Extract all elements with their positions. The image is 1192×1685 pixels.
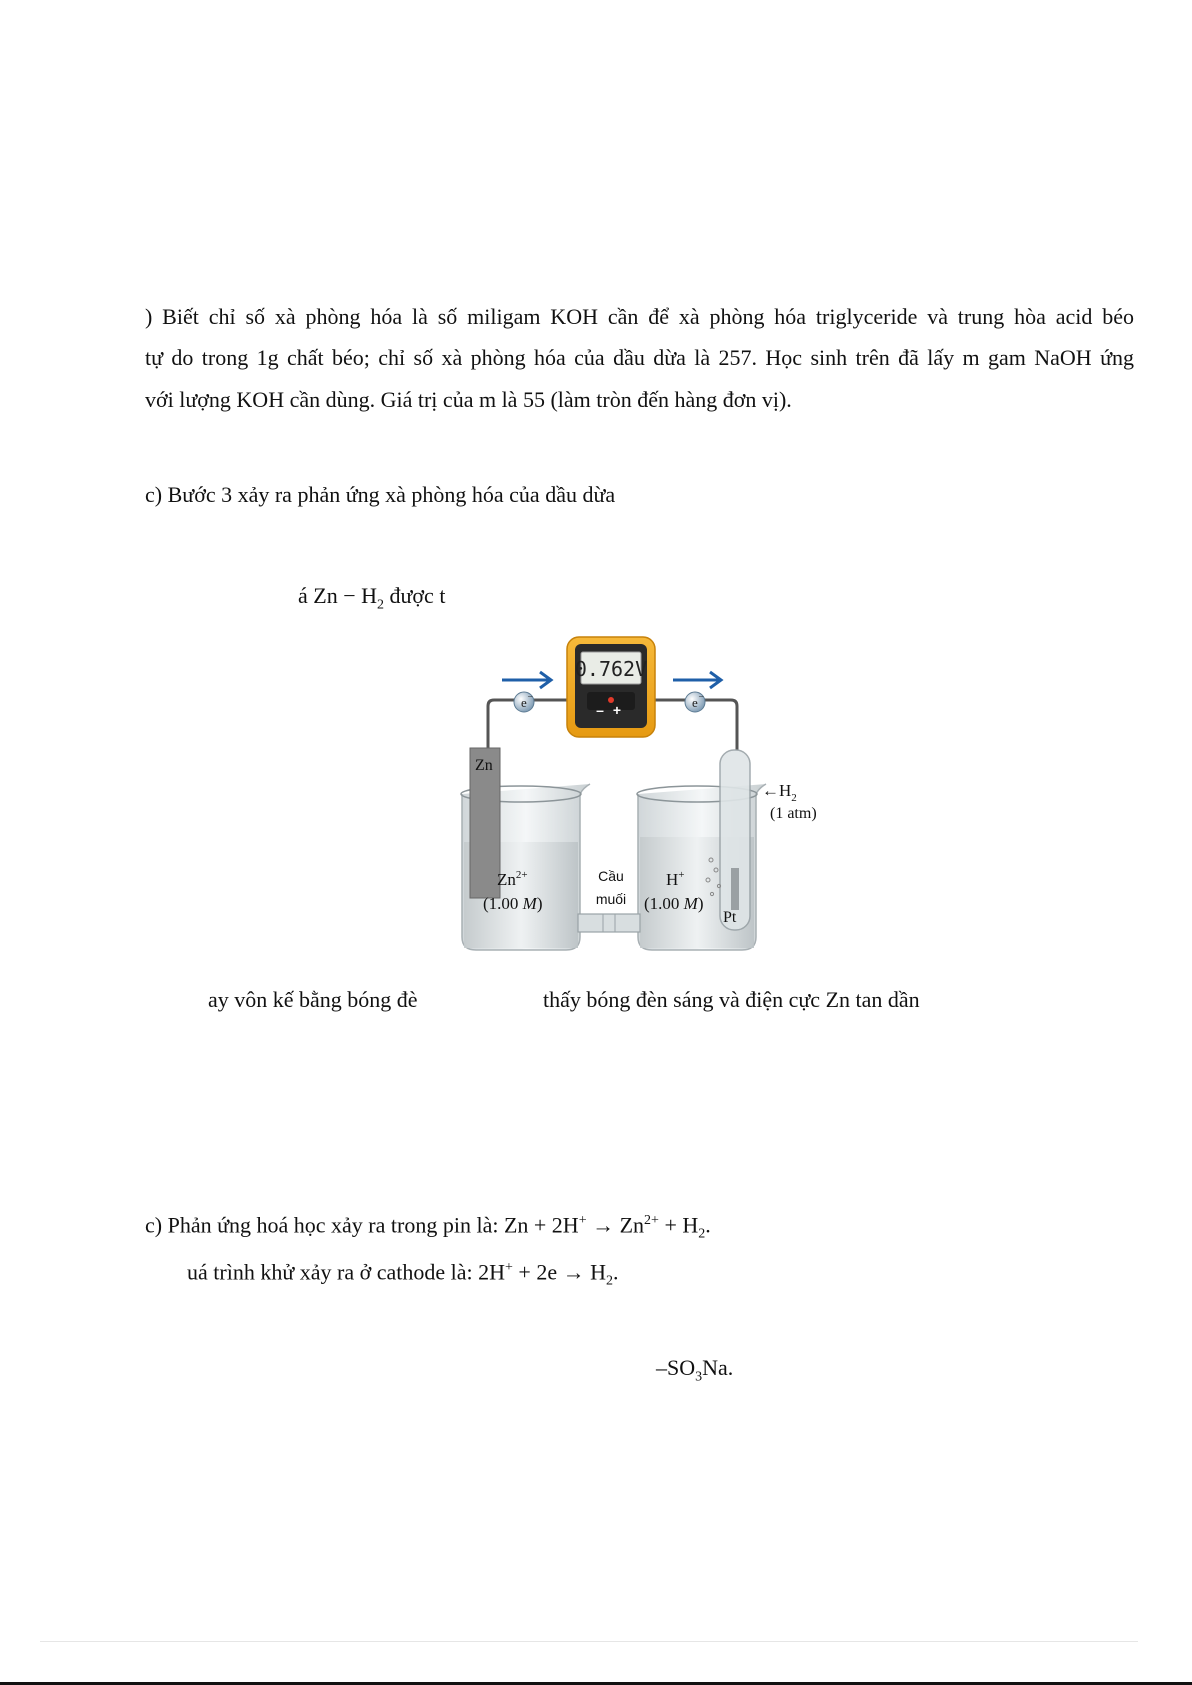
svg-text:muối: muối	[595, 891, 627, 907]
caption-left: ay vôn kế bằng bóng đè	[208, 987, 418, 1012]
paragraph-c: c) Bước 3 xảy ra phản ứng xà phòng hóa của dầu dừa	[145, 482, 616, 507]
paragraph-b-line-1: ) Biết chỉ số xà phòng hóa là số miligam KOH cần để xà phòng hóa triglyceride và trung hòa acid béo	[145, 304, 1134, 329]
plus-terminal: +	[612, 702, 622, 718]
cathode-prefix: uá trình khử xảy ra ở cathode là: 2H	[187, 1259, 506, 1285]
salt-bridge-label	[596, 868, 626, 907]
footer-rule	[40, 1641, 1138, 1642]
reaction-prefix: c) Phản ứng hoá học xảy ra trong pin là: Zn + 2H	[145, 1212, 579, 1238]
svg-text:e: e	[521, 695, 527, 710]
reaction-sub: 2	[698, 1226, 706, 1242]
reaction-sup-zn: 2+	[644, 1213, 659, 1228]
galvanic-cell-figure	[440, 632, 840, 962]
cathode-sup: +	[505, 1260, 513, 1275]
svg-text:–: –	[528, 691, 533, 701]
pt-label: Pt	[723, 909, 737, 926]
caption-right: thấy bóng đèn sáng và điện cực Zn tan dần	[543, 987, 920, 1012]
so3na-line	[656, 1357, 733, 1384]
svg-text:H+: H+	[666, 869, 685, 889]
reaction-mid: → Zn	[586, 1212, 645, 1238]
paragraph-b-line-3: với lượng KOH cần dùng. Giá trị của m là 55 (làm tròn đến hàng đơn vị).	[145, 387, 792, 412]
reaction-line	[145, 1214, 711, 1242]
voltmeter	[567, 637, 655, 737]
electron-arrow-left	[502, 672, 551, 688]
intro-sub: 2	[377, 597, 384, 613]
svg-text:Zn2+: $Zn^{2+}$	[497, 869, 528, 889]
voltmeter-reading: 0.762V	[574, 657, 648, 681]
cathode-sub: 2	[605, 1273, 613, 1289]
svg-text:Cầu: Cầu	[598, 868, 624, 884]
reaction-end: .	[705, 1212, 711, 1238]
intro-prefix: á Zn − H	[298, 583, 377, 608]
so3na-prefix: –SO	[656, 1355, 696, 1380]
reaction-mid2: + H	[658, 1212, 699, 1238]
h2-pressure: (1 atm)	[770, 805, 817, 822]
electron-arrow-right	[673, 672, 721, 688]
intro-suffix: được t	[384, 583, 446, 608]
svg-text:(1.00 M): (1.00 M)	[644, 894, 704, 913]
electron-left	[514, 691, 534, 712]
reaction-sup-h: +	[578, 1213, 587, 1228]
paragraph-b-line-2: tự do trong 1g chất béo; chỉ số xà phòng hóa của dầu dừa là 257. Học sinh trên đã lấy m gam NaOH ứng	[145, 345, 1134, 370]
minus-terminal: –	[596, 702, 604, 718]
svg-text:(1.00 M): (1.00 M)	[483, 894, 543, 913]
so3na-suffix: Na.	[702, 1355, 734, 1380]
h2-label	[762, 781, 817, 822]
zn-label: Zn	[475, 757, 493, 774]
cathode-mid: + 2e → H	[512, 1259, 606, 1285]
electron-right	[685, 691, 705, 712]
intro-line	[298, 585, 445, 612]
svg-text:←H2: $\leftarrow H_2$	[762, 781, 797, 804]
cathode-end: .	[612, 1259, 619, 1285]
zinc-electrode	[470, 748, 500, 898]
svg-text:e: e	[692, 695, 698, 710]
salt-bridge	[578, 914, 640, 932]
cathode-line	[187, 1261, 618, 1289]
so3na-sub: 3	[695, 1369, 703, 1385]
svg-text:–: –	[699, 691, 704, 701]
